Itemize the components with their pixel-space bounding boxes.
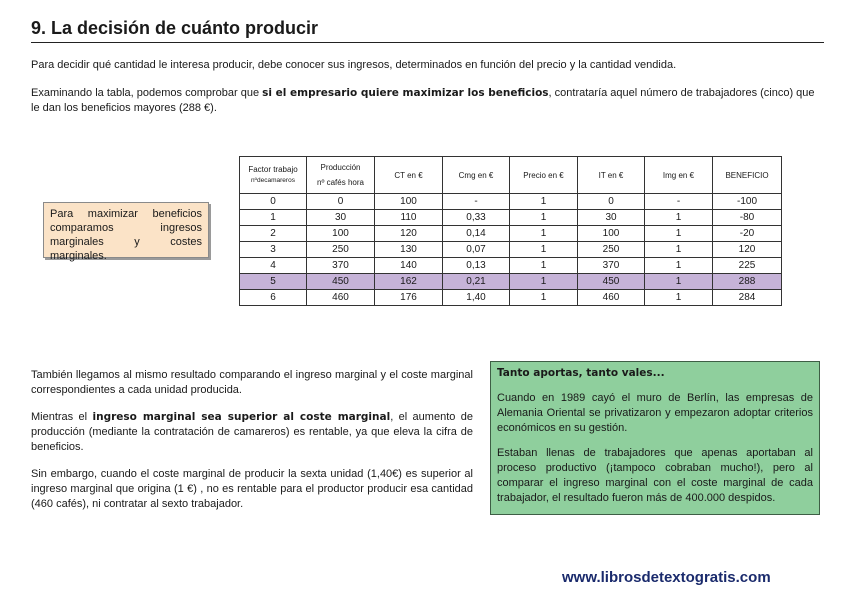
table-cell: 0,13 <box>443 258 510 274</box>
table-cell: 460 <box>578 290 645 306</box>
table-row <box>240 274 782 290</box>
table-row <box>240 210 782 226</box>
table-cell: - <box>645 194 713 210</box>
table-cell: 0 <box>240 194 307 210</box>
table-cell: 5 <box>240 274 307 290</box>
berlin-wall-box <box>490 361 820 515</box>
berlin-box-paragraph-2: Estaban llenas de trabajadores que apenas aportaban al proceso productivo (¡tampoco cobraban mucho!), pero al comparar el ingreso marginal con el coste marginal de cada trabajador, el resultado fueron más de 400.000 despidos. <box>497 447 813 504</box>
header-factor-sub: nºdecamareros <box>251 177 295 184</box>
marginal-rule-text: Mientras el <box>31 411 93 423</box>
marginal-rule-paragraph <box>31 410 473 455</box>
table-header-row <box>240 157 782 194</box>
table-cell: 1 <box>240 210 307 226</box>
header-beneficio: BENEFICIO <box>713 157 782 194</box>
table-cell: 30 <box>578 210 645 226</box>
table-cell: 250 <box>578 242 645 258</box>
table-cell: 1 <box>645 290 713 306</box>
table-cell: 3 <box>240 242 307 258</box>
table-cell: 130 <box>375 242 443 258</box>
table-cell: 1 <box>645 258 713 274</box>
header-precio: Precio en € <box>510 157 578 194</box>
table-intro-paragraph <box>31 86 823 116</box>
table-cell: 1 <box>510 274 578 290</box>
header-produccion-sub: nº cafés hora <box>317 178 364 187</box>
table-cell: 370 <box>578 258 645 274</box>
table-cell: 460 <box>307 290 375 306</box>
table-cell: 284 <box>713 290 782 306</box>
table-cell: 1 <box>510 290 578 306</box>
table-cell: 0,07 <box>443 242 510 258</box>
table-cell: 1 <box>510 242 578 258</box>
table-cell: 110 <box>375 210 443 226</box>
header-factor-trabajo <box>240 157 307 194</box>
table-cell: - <box>443 194 510 210</box>
table-cell: 30 <box>307 210 375 226</box>
intro-paragraph: Para decidir qué cantidad le interesa producir, debe conocer sus ingresos, determinados en función del precio y la cantidad vendida. <box>31 59 677 71</box>
table-row <box>240 226 782 242</box>
table-cell: 370 <box>307 258 375 274</box>
table-cell: 176 <box>375 290 443 306</box>
table-cell: 2 <box>240 226 307 242</box>
table-cell: 120 <box>375 226 443 242</box>
table-cell: 6 <box>240 290 307 306</box>
table-cell: 450 <box>307 274 375 290</box>
table-cell: 250 <box>307 242 375 258</box>
table-cell: 100 <box>375 194 443 210</box>
header-produccion <box>307 157 375 194</box>
maximize-note-box: Para maximizar beneficios comparamos ingresos marginales y costes marginales. <box>43 202 209 258</box>
header-img: Img en € <box>645 157 713 194</box>
table-intro-text: Examinando la tabla, podemos comprobar que <box>31 87 263 99</box>
header-ct: CT en € <box>375 157 443 194</box>
table-body <box>240 194 782 306</box>
berlin-box-title: Tanto aportas, tanto vales... <box>497 367 665 379</box>
marginal-comparison-paragraph: También llegamos al mismo resultado comparando el ingreso marginal y el coste marginal correspondientes a cada unidad producida. <box>31 369 473 396</box>
production-table <box>239 156 782 306</box>
table-cell: 1,40 <box>443 290 510 306</box>
header-produccion-label: Producción <box>320 163 361 172</box>
table-cell: -100 <box>713 194 782 210</box>
table-cell: 1 <box>645 274 713 290</box>
table-cell: 1 <box>645 210 713 226</box>
table-cell: 100 <box>307 226 375 242</box>
table-cell: 0,33 <box>443 210 510 226</box>
marginal-rule-text-end: , el aumento de producción (mediante la contratación de camareros) es rentable, ya que eleva la cifra de beneficios. <box>31 411 473 453</box>
table-cell: 288 <box>713 274 782 290</box>
table-cell: 0,21 <box>443 274 510 290</box>
table-row <box>240 194 782 210</box>
table-cell: 0 <box>578 194 645 210</box>
header-it: IT en € <box>578 157 645 194</box>
table-row <box>240 290 782 306</box>
table-cell: 100 <box>578 226 645 242</box>
table-cell: 225 <box>713 258 782 274</box>
table-cell: 0 <box>307 194 375 210</box>
table-cell: 120 <box>713 242 782 258</box>
sixth-unit-paragraph: Sin embargo, cuando el coste marginal de producir la sexta unidad (1,40€) es superior al ingreso marginal que origina (1 €) , no es rentable para el productor producir esa cantidad (460 cafés), ni contratar al sexto trabajador. <box>31 468 473 510</box>
header-factor-label: Factor trabajo <box>248 165 298 174</box>
table-intro-emphasis: si el empresario quiere maximizar los beneficios <box>262 87 549 99</box>
berlin-box-paragraph-1: Cuando en 1989 cayó el muro de Berlín, las empresas de Alemania Oriental se privatizaron y empezaron adoptar criterios económicos en su gestión. <box>497 392 813 434</box>
page-title: 9. La decisión de cuánto producir <box>31 18 319 38</box>
table-cell: 140 <box>375 258 443 274</box>
table-cell: 0,14 <box>443 226 510 242</box>
table-cell: 1 <box>645 226 713 242</box>
marginal-rule-emphasis: ingreso marginal sea superior al coste marginal <box>92 411 391 423</box>
table-cell: 4 <box>240 258 307 274</box>
table-intro-text-end: , contrataría aquel número de trabajadores (cinco) que le dan los beneficios mayores (288 €). <box>31 87 815 114</box>
table-cell: 1 <box>645 242 713 258</box>
table-cell: 1 <box>510 194 578 210</box>
table-row <box>240 258 782 274</box>
title-divider <box>31 42 824 43</box>
table-cell: -80 <box>713 210 782 226</box>
table-cell: 1 <box>510 210 578 226</box>
website-link[interactable]: www.librosdetextogratis.com <box>562 569 771 586</box>
table-cell: -20 <box>713 226 782 242</box>
table-cell: 1 <box>510 226 578 242</box>
table-row <box>240 242 782 258</box>
table-cell: 450 <box>578 274 645 290</box>
header-cmg: Cmg en € <box>443 157 510 194</box>
table-cell: 162 <box>375 274 443 290</box>
table-cell: 1 <box>510 258 578 274</box>
